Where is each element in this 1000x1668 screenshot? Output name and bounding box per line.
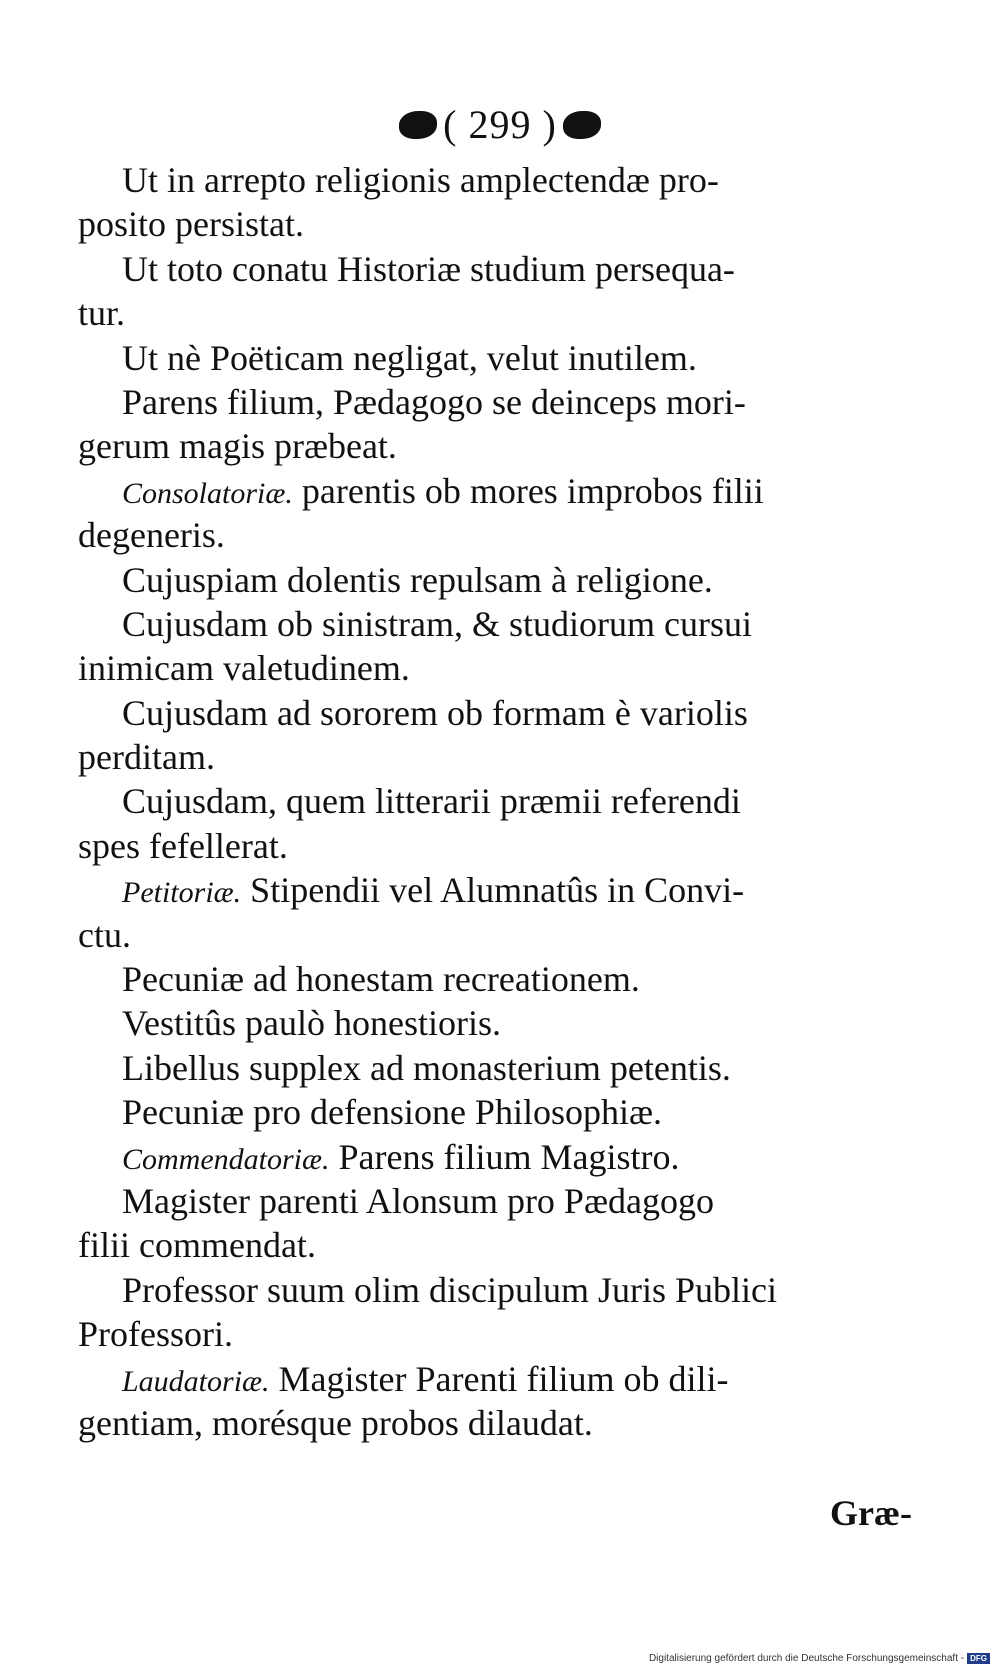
text-line — [78, 646, 918, 690]
digitization-credit — [649, 1653, 990, 1664]
ornament-left-icon — [399, 111, 437, 139]
line-text: posito persistat. — [78, 204, 304, 245]
dfg-logo: DFG — [967, 1653, 990, 1664]
line-text: Professori. — [78, 1314, 233, 1355]
line-text: Professor suum olim discipulum Juris Publici — [122, 1269, 778, 1310]
text-line — [78, 1179, 918, 1223]
text-line — [78, 1401, 918, 1445]
line-text: degeneris. — [78, 515, 225, 556]
line-text: Parens filium Magistro. — [329, 1136, 680, 1177]
line-text: Stipendii vel Alumnatûs in Convi- — [241, 870, 745, 911]
line-text: filii commendat. — [78, 1225, 316, 1266]
line-text: Vestitûs paulò honestioris. — [122, 1003, 501, 1044]
text-line — [78, 202, 918, 246]
line-text: Libellus supplex ad monasterium petentis. — [122, 1047, 731, 1088]
line-text: Pecuniæ ad honestam recreationem. — [122, 959, 640, 1000]
line-text: Ut in arrepto religionis amplectendæ pro- — [122, 160, 719, 200]
text-line — [78, 1001, 918, 1045]
text-line — [78, 602, 918, 646]
line-text: Cujusdam ad sororem ob formam è variolis — [122, 692, 748, 733]
text-line — [78, 913, 918, 957]
line-text: spes fefellerat. — [78, 825, 288, 866]
line-text: gerum magis præbeat. — [78, 426, 397, 467]
text-line — [78, 1312, 918, 1356]
line-text: Parens filium, Pædagogo se deinceps mori- — [122, 381, 746, 422]
line-text: Magister parenti Alonsum pro Pædagogo — [122, 1180, 714, 1221]
text-line — [78, 868, 918, 912]
text-line — [78, 424, 918, 468]
line-text: Cujusdam, quem litterarii præmii referendi — [122, 781, 741, 822]
line-text: Cujusdam ob sinistram, & studiorum cursui — [122, 603, 752, 644]
text-line — [78, 957, 918, 1001]
text-line — [78, 247, 918, 291]
text-line — [78, 158, 918, 202]
text-line — [78, 691, 918, 735]
section-heading: Laudatoriæ. — [122, 1364, 270, 1398]
text-line — [78, 469, 918, 513]
text-line — [78, 1357, 918, 1401]
line-text: tur. — [78, 293, 126, 334]
text-line — [78, 336, 918, 380]
text-line — [78, 1046, 918, 1090]
text-line — [78, 1135, 918, 1179]
text-line — [78, 1268, 918, 1312]
page-number: ( 299 ) — [443, 102, 557, 147]
line-text: ctu. — [78, 914, 131, 955]
line-text: parentis ob mores improbos filii — [292, 470, 764, 511]
section-heading: Consolatoriæ. — [122, 476, 293, 510]
body-text — [78, 158, 918, 1445]
line-text: Ut nè Poëticam negligat, velut inutilem. — [122, 337, 697, 378]
text-line — [78, 1090, 918, 1134]
catchword: Græ- — [830, 1493, 912, 1533]
footer-text: Digitalisierung gefördert durch die Deutsche Forschungsgemeinschaft - — [648, 1653, 965, 1664]
text-line — [78, 513, 918, 557]
line-text: Cujuspiam dolentis repulsam à religione. — [122, 559, 713, 600]
text-line — [78, 779, 918, 823]
text-line — [78, 1223, 918, 1267]
line-text: inimicam valetudinem. — [78, 648, 410, 689]
text-line — [78, 735, 918, 779]
line-text: Pecuniæ pro defensione Philosophiæ. — [122, 1092, 662, 1133]
ornament-right-icon — [563, 111, 601, 139]
page-header — [0, 100, 1000, 150]
text-line — [78, 291, 918, 335]
line-text: gentiam, morésque probos dilaudat. — [78, 1402, 593, 1443]
line-text: Magister Parenti filium ob dili- — [269, 1358, 729, 1399]
line-text: perditam. — [78, 737, 215, 778]
text-line — [78, 824, 918, 868]
text-line — [78, 380, 918, 424]
line-text: Ut toto conatu Historiæ studium persequa- — [122, 248, 735, 289]
text-line — [78, 558, 918, 602]
section-heading: Commendatoriæ. — [122, 1142, 330, 1176]
section-heading: Petitoriæ. — [122, 876, 242, 910]
